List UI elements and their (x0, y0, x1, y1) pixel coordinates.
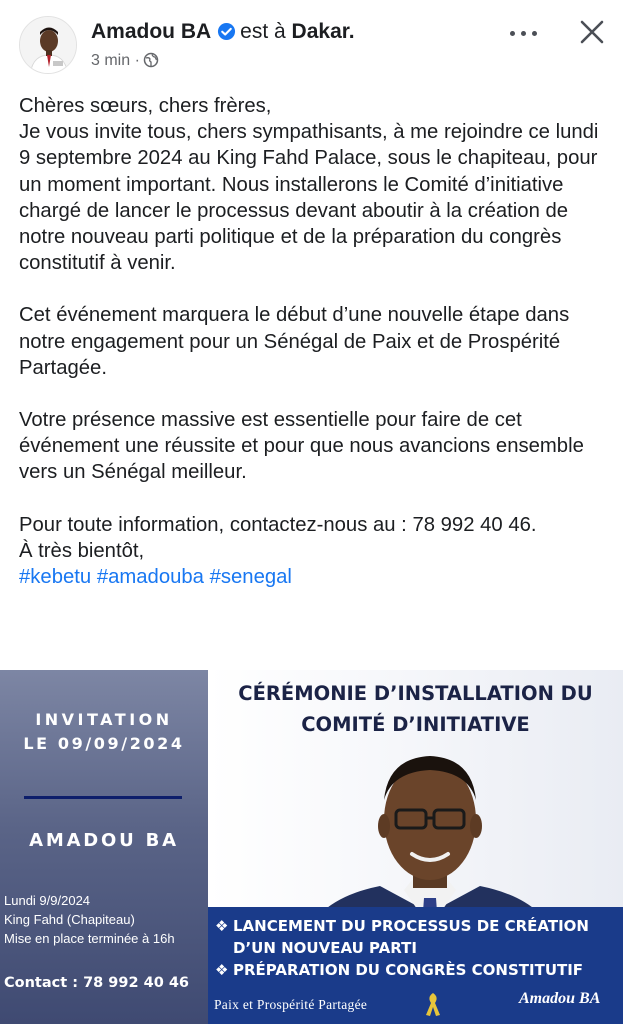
post-paragraph: À très bientôt, (19, 539, 145, 562)
author-avatar[interactable] (19, 16, 77, 74)
banner-list (208, 907, 623, 981)
ribbon-icon (425, 991, 441, 1017)
author-line (91, 20, 355, 47)
flyer-banner (208, 907, 623, 1024)
event-detail: Lundi 9/9/2024 (4, 893, 91, 908)
close-icon[interactable] (577, 17, 607, 47)
post-image[interactable] (0, 670, 623, 1024)
post-time[interactable]: 3 min · (91, 52, 140, 69)
location-prefix: est à (240, 20, 286, 43)
banner-item-text: D’UN NOUVEAU PARTI (233, 939, 417, 957)
hashtag-link[interactable]: #senegal (209, 566, 292, 589)
banner-item (215, 937, 623, 959)
event-detail: Mise en place terminée à 16h (4, 931, 175, 946)
avatar-portrait (20, 17, 77, 74)
bullet-icon: ❖ (215, 917, 229, 935)
invitation-date: LE 09/09/2024 (23, 734, 185, 753)
post-paragraph: Votre présence massive est essentielle pour faire de cet événement une réussite et pour que nous avancions ensemble vers un Sénégal meilleur. (19, 409, 584, 484)
ceremony-title (208, 678, 623, 740)
post-body (19, 93, 609, 590)
bullet-icon: ❖ (215, 961, 229, 979)
globe-icon (143, 52, 159, 68)
flyer-slogan: Paix et Prospérité Partagée (214, 997, 368, 1012)
event-detail: King Fahd (Chapiteau) (4, 912, 135, 927)
hashtag-link[interactable]: #kebetu (19, 566, 92, 589)
signature: Amadou BA (519, 990, 601, 1007)
invitation-title: INVITATION (35, 710, 173, 729)
post-paragraph: Cet événement marquera le début d’une nouvelle étape dans notre engagement pour un Sénégal de Paix et de Prospérité Partagée. (19, 304, 570, 379)
post-paragraph: Pour toute information, contactez-nous au : 78 992 40 46. (19, 513, 537, 536)
hashtags (19, 564, 609, 590)
post-header (0, 0, 623, 84)
divider (24, 796, 182, 799)
banner-item-text: LANCEMENT DU PROCESSUS DE CRÉATION (233, 917, 589, 935)
verified-badge-icon (217, 22, 236, 47)
post-meta (91, 52, 159, 70)
banner-item-text: PRÉPARATION DU CONGRÈS CONSTITUTIF (233, 961, 584, 979)
ceremony-title-line: CÉRÉMONIE D’INSTALLATION DU (238, 682, 593, 705)
flyer-left-panel (0, 670, 208, 1024)
location-link[interactable]: Dakar. (291, 20, 355, 43)
more-options-icon[interactable] (506, 22, 542, 44)
flyer-contact: Contact : 78 992 40 46 (4, 975, 190, 991)
flyer-name: AMADOU BA (29, 830, 179, 851)
banner-item (215, 915, 623, 937)
ceremony-title-line: COMITÉ D’INITIATIVE (301, 713, 530, 736)
banner-item (215, 959, 623, 981)
author-name[interactable]: Amadou BA (91, 20, 212, 43)
hashtag-link[interactable]: #amadouba (96, 566, 204, 589)
event-details (4, 891, 175, 948)
post-paragraph: Chères sœurs, chers frères, (19, 95, 272, 117)
location-text (240, 20, 354, 43)
post-paragraph: Je vous invite tous, chers sympathisants, à me rejoindre ce lundi 9 septembre 2024 au King Fahd Palace, sous le chapiteau, pour un moment important. Nous installerons le Comité d’initiative chargé de lancer le processus devant aboutir à la création de notre nouveau parti politique et de la préparation du congrès constitutif à venir. (19, 121, 599, 275)
